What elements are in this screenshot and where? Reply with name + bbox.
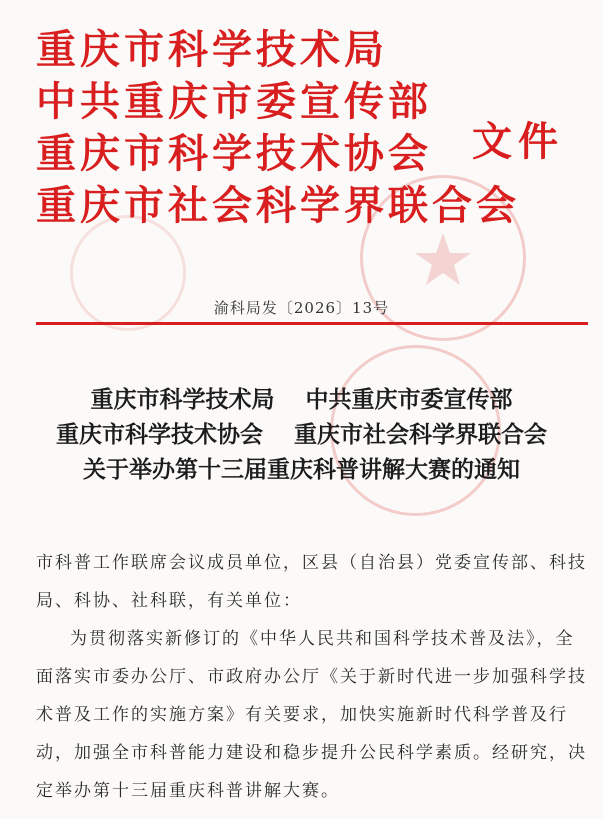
issuer-name: 重庆市社会科学界联合会 — [36, 183, 520, 229]
notice-title — [0, 382, 603, 487]
issuer-name: 重庆市科学技术局 — [36, 27, 388, 73]
issuer-name: 中共重庆市委宣传部 — [36, 79, 432, 125]
recipients: 市科普工作联席会议成员单位，区县（自治县）党委宣传部、科技局、科协、社科联，有关单位： — [36, 553, 587, 611]
red-divider — [36, 322, 588, 325]
title-line: 重庆市科学技术协会 重庆市社会科学界联合会 — [55, 421, 547, 448]
issuer-name: 重庆市科学技术协会 — [36, 131, 432, 177]
document-number: 渝科局发〔2026〕13号 — [213, 299, 390, 317]
issuer-list — [36, 24, 520, 232]
document-type: 文件 — [472, 119, 564, 165]
title-line: 重庆市科学技术局 中共重庆市委宣传部 — [90, 386, 513, 413]
title-line: 关于举办第十三届重庆科普讲解大赛的通知 — [83, 456, 520, 483]
notice-body — [36, 544, 588, 810]
body-paragraph: 为贯彻落实新修订的《中华人民共和国科学技术普及法》，全面落实市委办公厅、市政府办公厅《关于新时代进一步加强科学技术普及工作的实施方案》有关要求，加快实施新时代科学普及行动，加强全市科普能力建设和稳步提升公民科学素质。经研究，决定举办第十三届重庆科普讲解大赛。 — [36, 629, 587, 801]
